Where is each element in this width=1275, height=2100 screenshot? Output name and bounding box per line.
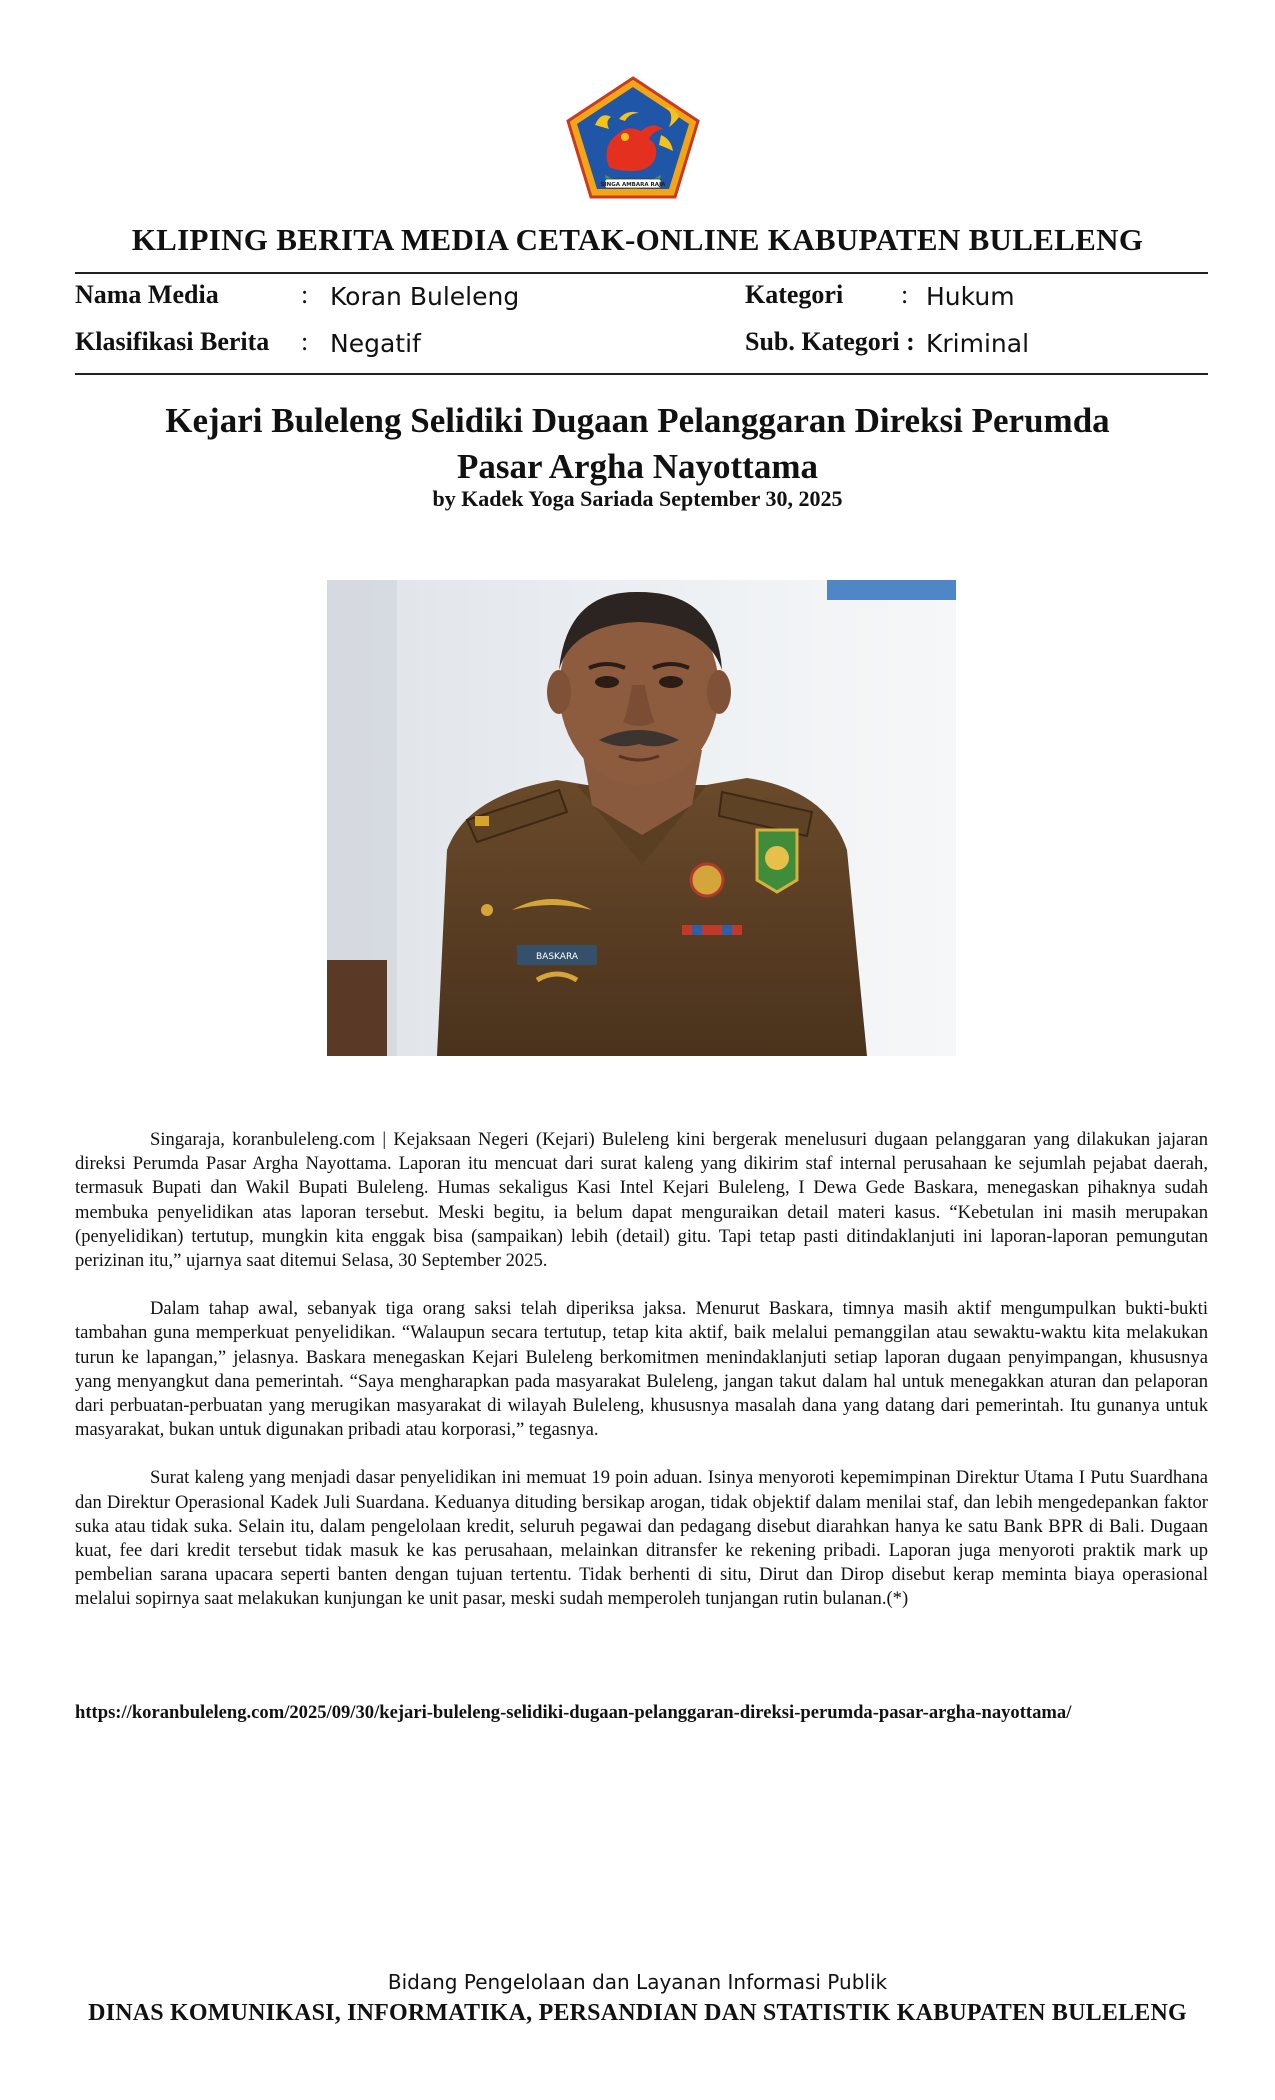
clipping-header-title: KLIPING BERITA MEDIA CETAK-ONLINE KABUPATEN BULELENG [131,222,1144,257]
article-photo [327,580,956,1056]
article-title [100,398,1175,490]
kategori-label: Kategori [745,280,844,309]
sub-kategori-value: Kriminal [926,329,1030,358]
article-paragraph-3: Surat kaleng yang menjadi dasar penyelidikan ini memuat 19 poin aduan. Isinya menyoroti kepemimpinan Direktur Utama I Putu Suardhana dan Direktur Operasional Kadek Juli Suardana. Keduanya dituding bersikap arogan, tidak objektif dalam menilai staf, dan lebih mengedepankan faktor suka atau tidak suka. Selain itu, dalam pengelolaan kredit, seluruh pegawai dan pedagang disebut diarahkan hanya ke satu Bank BPR di Bali. Dugaan kuat, fee dari kredit tersebut tidak masuk ke kas perusahaan, melainkan ditransfer ke rekening pribadi. Laporan juga menyoroti praktik mark up pembelian sarana upacara seperti banten dengan tujuan tertentu. Tidak berhenti di situ, Dirut dan Dirop disebut kerap meminta biaya operasional melalui sopirnya saat melakukan kunjungan ke unit pasar, meski sudah memperoleh tunjangan rutin bulanan.(*) [75,1467,1208,1610]
klasifikasi-value: Negatif [330,329,421,358]
officer-nametag-text: BASKARA [536,952,578,962]
article-paragraph-2: Dalam tahap awal, sebanyak tiga orang saksi telah diperiksa jaksa. Menurut Baskara, timnya masih aktif mengumpulkan bukti-bukti tambahan guna memperkuat penyelidikan. “Walaupun secara tertutup, tetap kita aktif, baik melalui pemanggilan atau sewaktu-waktu kita melakukan turun ke lapangan,” jelasnya. Baskara menegaskan Kejari Buleleng berkomitmen menindaklanjuti setiap laporan dugaan penyimpangan, khususnya yang menyangkut dana pemerintah. “Saya mengharapkan pada masyarakat Buleleng, jangan takut dalam hal untuk menegakkan aturan dan pelaporan dari perbuatan-perbuatan yang merugikan masyarakat di wilayah Buleleng, khususnya masalah dana yang datang dari pemerintah. Itu gunanya untuk masyarakat, bukan untuk digunakan pribadi atau korporasi,” tegasnya. [75,1298,1208,1441]
header-divider-bottom [75,373,1208,375]
kategori-colon: : [901,280,909,309]
singa-ambara-raja-emblem [565,75,701,201]
footer-division: Bidang Pengelolaan dan Layanan Informasi Publik [387,1970,888,1994]
article-byline: by Kadek Yoga Sariada September 30, 2025 [432,486,843,511]
regency-logo [565,75,701,201]
header-divider-top [75,272,1208,274]
article-title-line-2: Pasar Argha Nayottama [457,447,818,486]
nama-media-colon: : [301,280,309,309]
officer-portrait-image [327,580,956,1056]
article-title-line-1: Kejari Buleleng Selidiki Dugaan Pelanggaran Direksi Perumda [165,401,1110,440]
article-paragraph-1: Singaraja, koranbuleleng.com | Kejaksaan Negeri (Kejari) Buleleng kini bergerak menelusuri dugaan pelanggaran yang dilakukan jajaran direksi Perumda Pasar Argha Nayottama. Laporan itu mencuat dari surat kaleng yang dikirim staf internal perusahaan ke sejumlah pejabat daerah, termasuk Bupati dan Wakil Bupati Buleleng. Humas sekaligus Kasi Intel Kejari Buleleng, I Dewa Gede Baskara, menegaskan pihaknya sudah membuka penyelidikan atas laporan tersebut. Meski begitu, ia belum dapat menguraikan detail materi kasus. “Kebetulan ini masih merupakan (penyelidikan) tertutup, mungkin kita enggak bisa (sampaikan) lebih (detail) gitu. Tapi tetap pasti ditindaklanjuti ini laporan-laporan pemungutan perizinan itu,” ujarnya saat ditemui Selasa, 30 September 2025. [75,1129,1208,1272]
nama-media-label: Nama Media [75,280,219,309]
klasifikasi-colon: : [301,327,309,356]
nama-media-value: Koran Buleleng [330,282,520,311]
article-body [75,1128,1208,1636]
logo-motto: SINGA AMBARA RAJA [600,182,666,188]
article-source-link[interactable]: https://koranbuleleng.com/2025/09/30/kejari-buleleng-selidiki-dugaan-pelanggaran-direksi-perumda-pasar-argha-nayottama/ [75,1702,1072,1723]
meta-row-1 [75,280,1208,320]
meta-row-2 [75,327,1208,367]
klasifikasi-label: Klasifikasi Berita [75,327,270,356]
kategori-value: Hukum [926,282,1015,311]
sub-kategori-label: Sub. Kategori : [745,327,915,356]
footer-agency: DINAS KOMUNIKASI, INFORMATIKA, PERSANDIAN DAN STATISTIK KABUPATEN BULELENG [88,2000,1187,2026]
